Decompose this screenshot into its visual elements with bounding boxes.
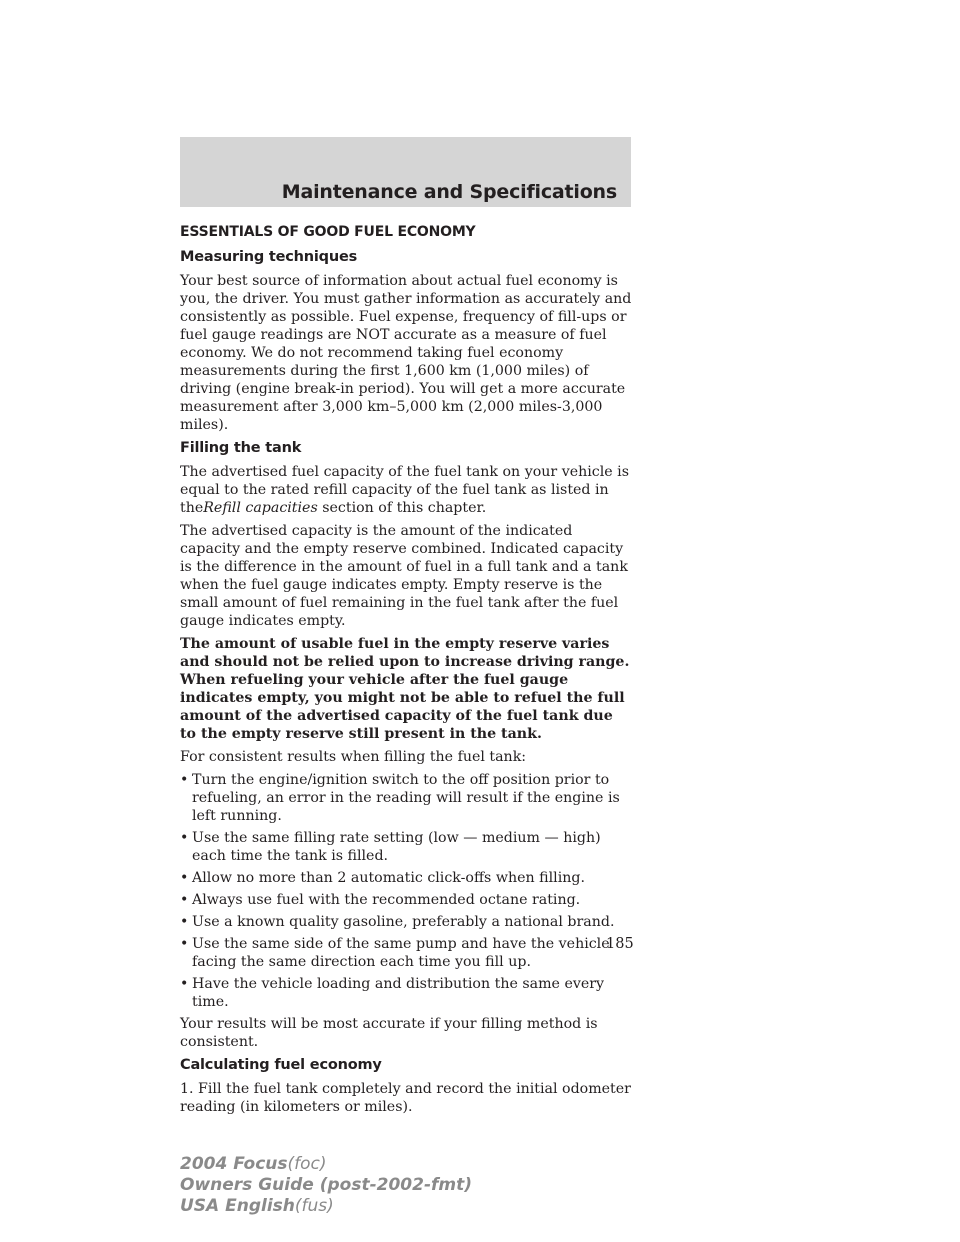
footer-guide: Owners Guide (post-2002-fmt) bbox=[180, 1175, 473, 1195]
footer-line-2 bbox=[180, 1175, 472, 1196]
bullet-icon: • bbox=[180, 870, 189, 886]
section-header-band bbox=[180, 137, 631, 207]
filling-heading: Filling the tank bbox=[180, 440, 302, 456]
list-item bbox=[180, 829, 632, 865]
list-item bbox=[180, 913, 632, 931]
list-item bbox=[180, 869, 632, 887]
section-title: Maintenance and Specifications bbox=[281, 181, 617, 203]
page-content bbox=[180, 223, 632, 1121]
list-item-text: Use the same filling rate setting (low — medium — high) each time the tank is filled. bbox=[192, 830, 601, 864]
list-item bbox=[180, 891, 632, 909]
filling-paragraph-2: The advertised capacity is the amount of the indicated capacity and the empty reserve combined. Indicated capacity is the difference in the amount of fuel in a full tank and a tank when the fuel gauge indicates empty. Empty reserve is the small amount of fuel remaining in the fuel tank after the fuel gauge indicates empty. bbox=[180, 523, 628, 629]
filling-paragraph-1-end: section of this chapter. bbox=[317, 500, 487, 516]
filling-paragraph-1 bbox=[180, 463, 632, 517]
page-number: 185 bbox=[606, 936, 634, 952]
filling-closing: Your results will be most accurate if your filling method is consistent. bbox=[180, 1016, 598, 1050]
footer-line-1 bbox=[180, 1154, 472, 1175]
list-item-text: Allow no more than 2 automatic click-offs when filling. bbox=[192, 870, 585, 886]
refill-capacities-reference: Refill capacities bbox=[203, 500, 318, 516]
main-heading: ESSENTIALS OF GOOD FUEL ECONOMY bbox=[180, 224, 476, 240]
list-item-text: Turn the engine/ignition switch to the off position prior to refueling, an error in the reading will result if the engine is left running. bbox=[192, 772, 620, 824]
footer-language-code: (fus) bbox=[294, 1196, 334, 1216]
footer-language: USA English bbox=[180, 1196, 295, 1216]
list-item bbox=[180, 975, 632, 1011]
filling-paragraph-1-start: The advertised fuel capacity of the fuel tank on your vehicle is equal to the rated refill capacity of the fuel tank as listed in the bbox=[180, 464, 629, 516]
empty-reserve-warning: The amount of usable fuel in the empty reserve varies and should not be relied upon to increase driving range. When refueling your vehicle after the fuel gauge indicates empty, you might not be able to refuel the full amount of the advertised capacity of the fuel tank due to the empty reserve still present in the tank. bbox=[180, 636, 630, 742]
list-item bbox=[180, 771, 632, 825]
bullet-icon: • bbox=[180, 772, 189, 788]
bullet-icon: • bbox=[180, 830, 189, 846]
document-footer bbox=[180, 1154, 472, 1217]
bullet-icon: • bbox=[180, 976, 189, 992]
bullet-icon: • bbox=[180, 936, 189, 952]
calculating-step-1: 1. Fill the fuel tank completely and record the initial odometer reading (in kilometers or miles). bbox=[180, 1081, 631, 1115]
measuring-paragraph: Your best source of information about actual fuel economy is you, the driver. You must gather information as accurately and consistently as possible. Fuel expense, frequency of fill-ups or fuel gauge readings are NOT accurate as a measure of fuel economy. We do not recommend taking fuel economy measurements during the first 1,600 km (1,000 miles) of driving (engine break-in period). You will get a more accurate measurement after 3,000 km–5,000 km (2,000 miles-3,000 miles). bbox=[180, 273, 632, 433]
footer-model: 2004 Focus bbox=[180, 1154, 288, 1174]
list-item-text: Always use fuel with the recommended octane rating. bbox=[192, 892, 581, 908]
filling-tips-list bbox=[180, 771, 632, 1011]
list-item bbox=[180, 935, 632, 971]
bullet-icon: • bbox=[180, 892, 189, 908]
calculating-heading: Calculating fuel economy bbox=[180, 1057, 382, 1073]
filling-intro: For consistent results when filling the fuel tank: bbox=[180, 749, 527, 765]
footer-line-3 bbox=[180, 1196, 472, 1217]
list-item-text: Have the vehicle loading and distribution the same every time. bbox=[192, 976, 605, 1010]
footer-model-code: (foc) bbox=[287, 1154, 327, 1174]
measuring-heading: Measuring techniques bbox=[180, 249, 358, 265]
bullet-icon: • bbox=[180, 914, 189, 930]
list-item-text: Use the same side of the same pump and have the vehicle facing the same direction each time you fill up. bbox=[192, 936, 610, 970]
list-item-text: Use a known quality gasoline, preferably a national brand. bbox=[192, 914, 615, 930]
